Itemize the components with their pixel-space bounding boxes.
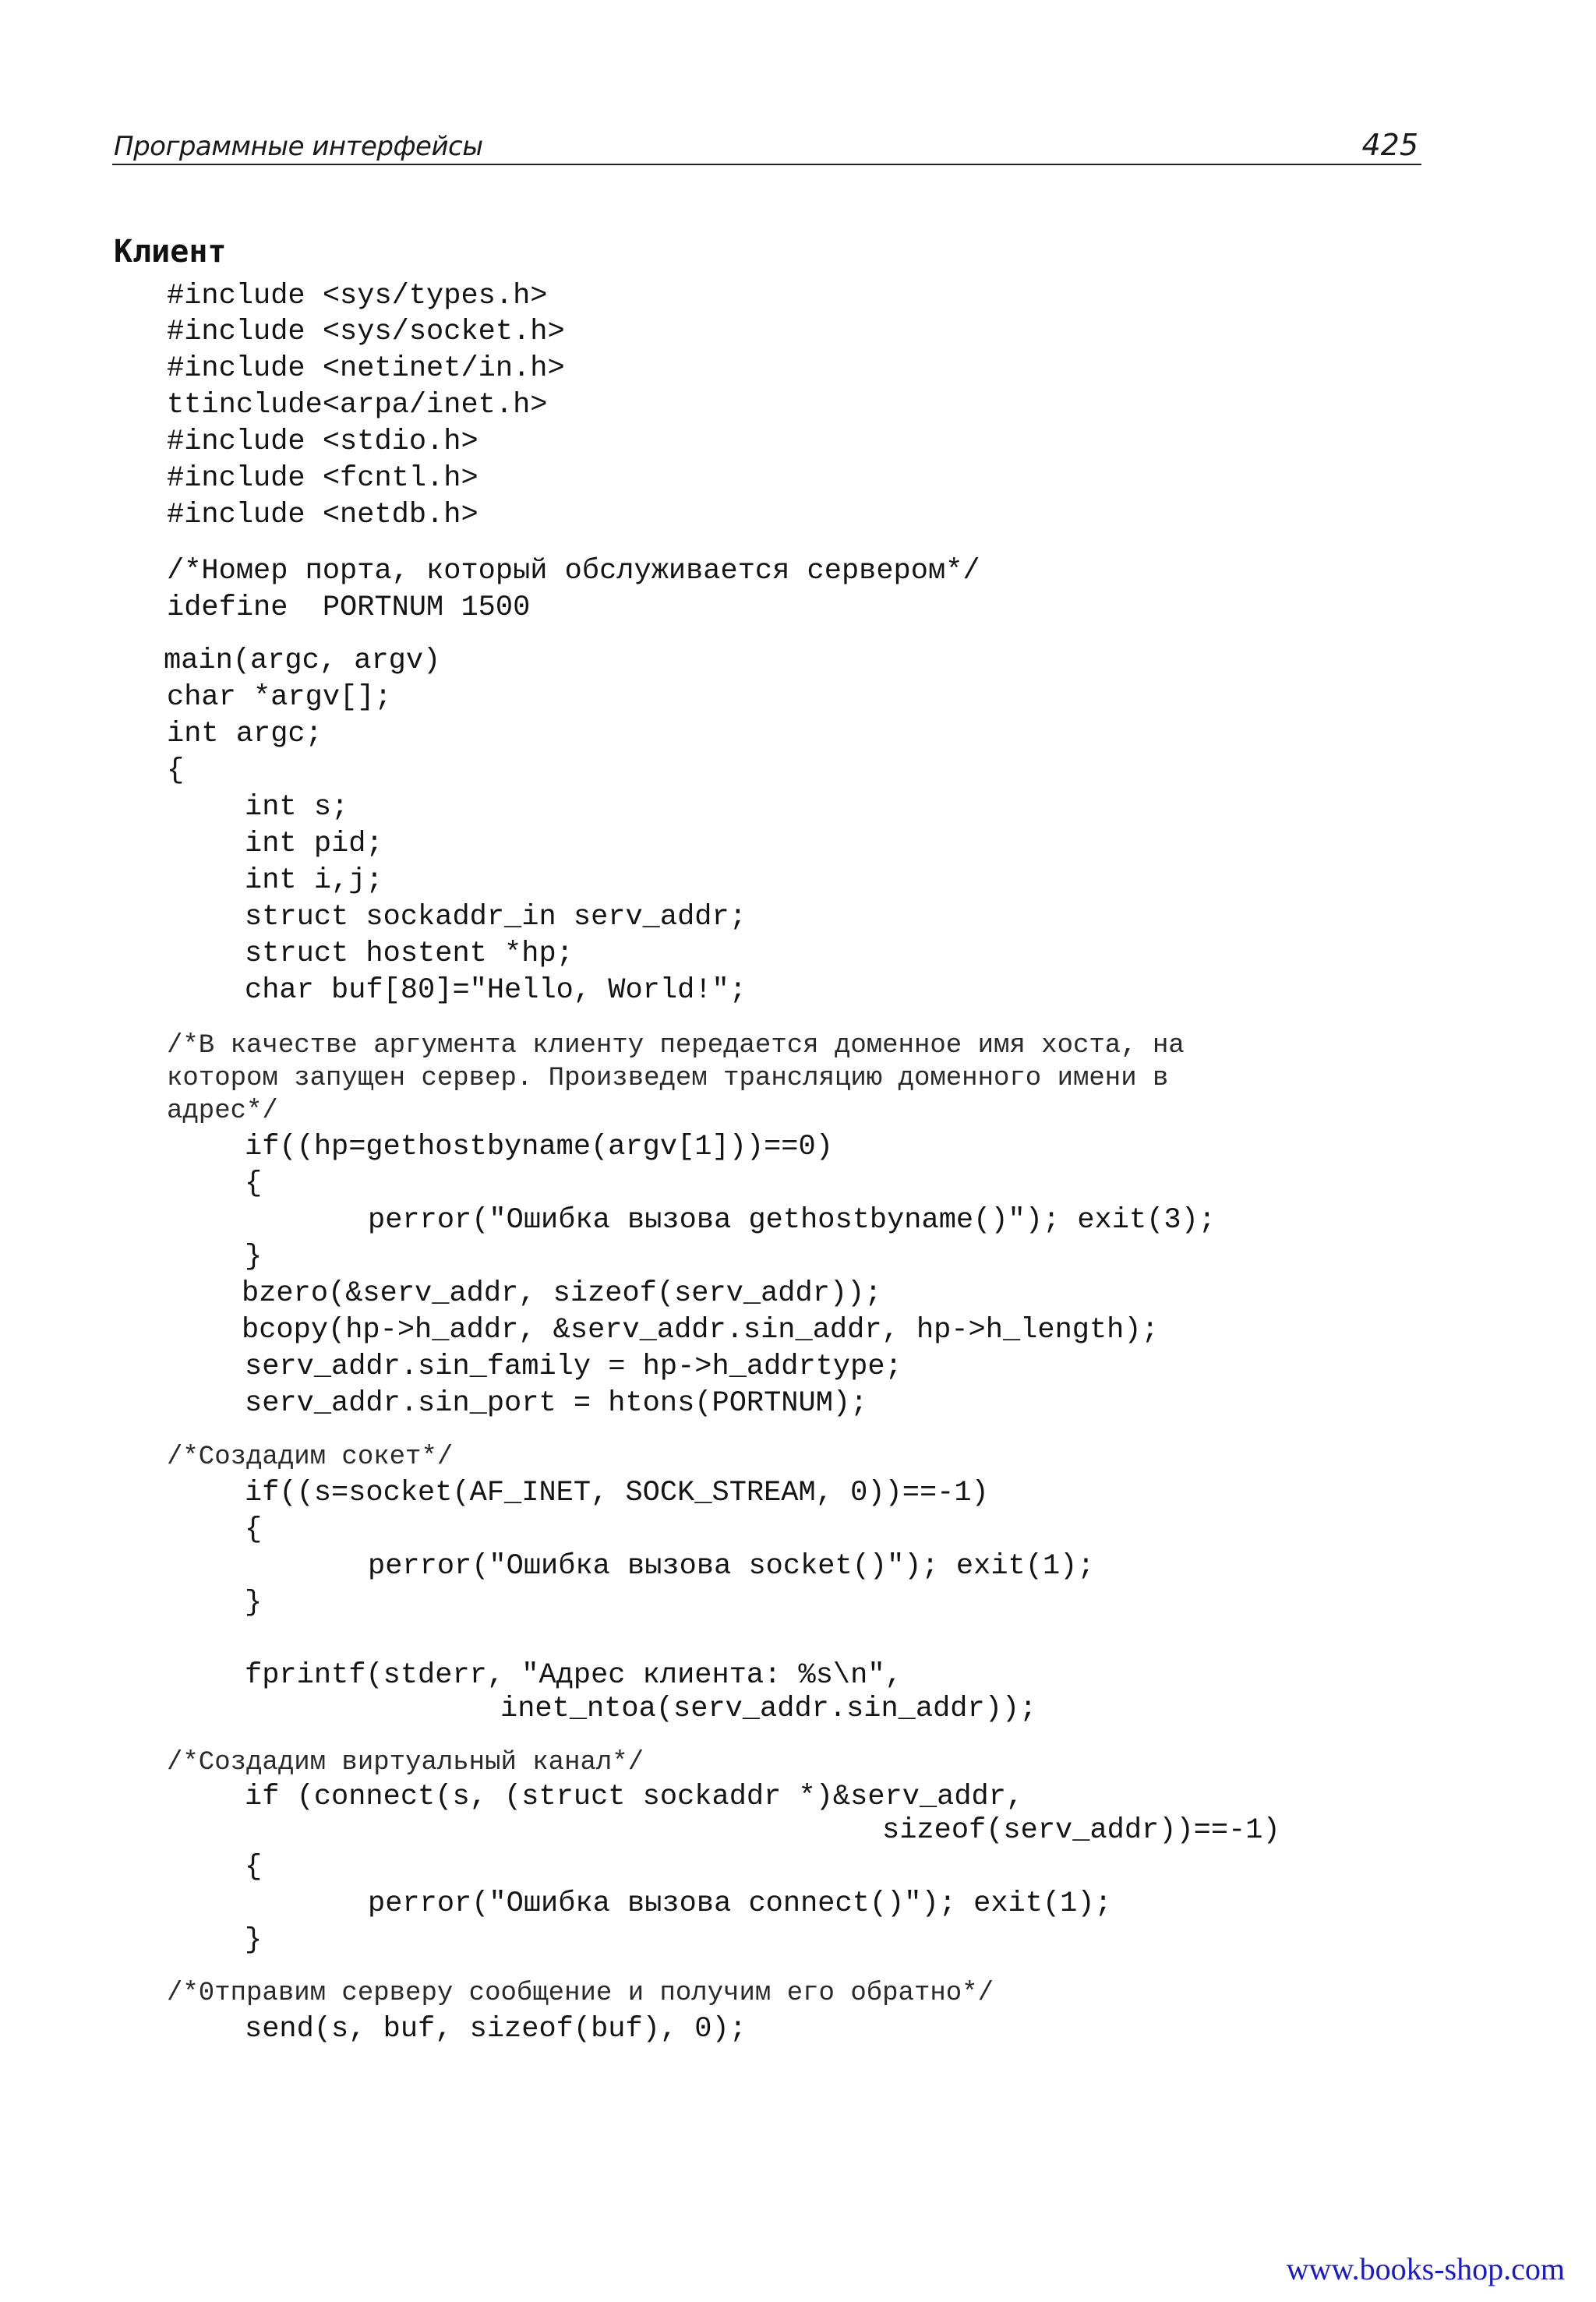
code-comment: /*Создадим виртуальный канал*/ (167, 1748, 644, 1778)
code-line: { (245, 1513, 263, 1546)
code-line: serv_addr.sin_port = htons(PORTNUM); (245, 1387, 868, 1420)
code-line: char *argv[]; (167, 681, 392, 714)
code-line: #include <netinet/in.h> (167, 352, 565, 385)
code-line: int i,j; (245, 864, 383, 897)
code-line: #include <sys/types.h> (167, 280, 548, 312)
code-line: if (connect(s, (struct sockaddr *)&serv_addr, (245, 1781, 1024, 1813)
code-line: bzero(&serv_addr, sizeof(serv_addr)); (242, 1277, 882, 1310)
code-line: #include <netdb.h> (167, 499, 478, 531)
code-comment: адрес*/ (167, 1096, 278, 1126)
code-line: struct sockaddr_in serv_addr; (245, 901, 747, 934)
code-comment: /*В качестве аргумента клиенту передается доменное имя хоста, на (167, 1031, 1185, 1061)
code-line: { (245, 1851, 263, 1884)
page-number: 425 (1361, 128, 1418, 162)
code-line: main(argc, argv) (164, 644, 441, 677)
footer-website-link[interactable]: www.books-shop.com (1286, 2251, 1565, 2286)
code-line: char buf[80]="Hello, World!"; (245, 974, 747, 1007)
running-title: Программные интерфейсы (114, 131, 483, 162)
code-comment: /*Номер порта, который обслуживается сервером*/ (167, 555, 980, 588)
code-line: int argc; (167, 718, 323, 750)
code-line: send(s, buf, sizeof(buf), 0); (245, 2013, 747, 2046)
code-line: perror("Ошибка вызова socket()"); exit(1); (368, 1550, 1095, 1583)
code-line: serv_addr.sin_family = hp->h_addrtype; (245, 1350, 902, 1383)
code-line: perror("Ошибка вызова gethostbyname()"); exit(3); (368, 1204, 1216, 1237)
code-line: int s; (245, 791, 349, 824)
code-line: #include <stdio.h> (167, 425, 478, 458)
code-line: { (245, 1167, 263, 1200)
code-line: } (245, 1241, 263, 1273)
code-line: struct hostent *hp; (245, 937, 574, 970)
code-line: { (167, 754, 185, 787)
code-line: fprintf(stderr, "Адрес клиента: %s\n", (245, 1659, 902, 1692)
code-line: } (245, 1587, 263, 1619)
code-line: perror("Ошибка вызова connect()"); exit(1); (368, 1887, 1112, 1920)
code-comment: /*0тправим серверу сообщение и получим его обратно*/ (167, 1979, 994, 2008)
code-line: sizeof(serv_addr))==-1) (882, 1814, 1280, 1847)
code-line: } (245, 1924, 263, 1957)
code-line: #include <fcntl.h> (167, 462, 478, 495)
code-line: idefine PORTNUM 1500 (167, 591, 531, 624)
code-comment: котором запущен сервер. Произведем трансляцию доменного имени в (167, 1064, 1169, 1093)
code-comment: /*Создадим сокет*/ (167, 1442, 454, 1472)
code-line: ttinclude<arpa/inet.h> (167, 389, 548, 422)
code-line: bcopy(hp->h_addr, &serv_addr.sin_addr, hp->h_length); (242, 1314, 1159, 1347)
code-line: inet_ntoa(serv_addr.sin_addr)); (500, 1693, 1037, 1725)
code-line: if((hp=gethostbyname(argv[1]))==0) (245, 1131, 833, 1163)
code-line: if((s=socket(AF_INET, SOCK_STREAM, 0))==-1) (245, 1477, 989, 1509)
code-line: #include <sys/socket.h> (167, 316, 565, 348)
section-title: Клиент (114, 234, 227, 270)
code-line: int pid; (245, 828, 383, 860)
